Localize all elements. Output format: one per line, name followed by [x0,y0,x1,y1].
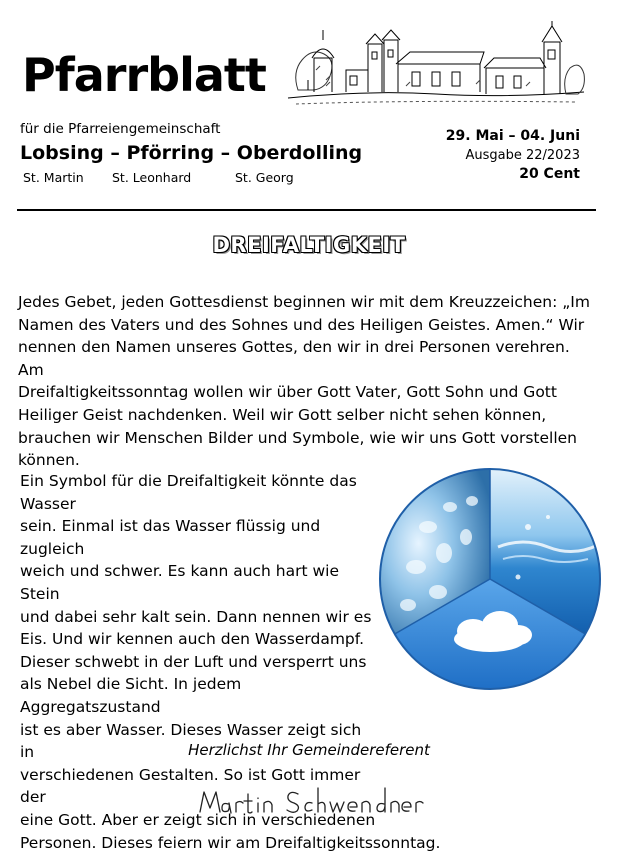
water-states-image [378,467,602,691]
paragraph-line: Heiliger Geist nachdenken. Weil wir Gott selber nicht sehen können, [18,405,547,424]
paragraph-line: als Nebel die Sicht. In jedem Aggregatszustand [20,675,242,716]
paragraph-line: verschiedenen Gestalten. So ist Gott immer der [20,765,361,807]
date-range: 29. Mai – 04. Juni [445,128,580,144]
church-sketch-image [286,20,586,110]
paragraph-line: weich und schwer. Es kann auch hart wie Stein [20,562,340,603]
paragraph-line: Eis. Und wir kennen auch den Wasserdampf. [20,630,365,649]
parish-names: Lobsing – Pförring – Oberdolling [20,142,363,164]
paragraph-line: ist es aber Wasser. Dieses Wasser zeigt sich in [20,720,362,762]
price: 20 Cent [519,166,580,182]
paragraph-line: Ein Symbol für die Dreifaltigkeit könnte das Wasser [20,472,357,513]
saint-martin-label: St. Martin [23,170,84,185]
paragraph-line: Namen des Vaters und des Sohnes und des Heiligen Geistes. Amen.“ Wir [18,315,585,334]
newsletter-title: Pfarrblatt [22,48,266,102]
paragraph-line: sein. Einmal ist das Wasser flüssig und zugleich [20,517,321,558]
paragraph-line: brauchen wir Menschen Bilder und Symbole, wie wir uns Gott vorstellen [18,428,577,447]
header-divider [17,209,596,211]
paragraph-line: nennen den Namen unseres Gottes, den wir in drei Personen verehren. Am [18,338,570,379]
paragraph-line: Dreifaltigkeitssonntag wollen wir über Gott Vater, Gott Sohn und Gott [18,383,557,402]
saint-leonhard-label: St. Leonhard [112,170,192,185]
signature-image [196,782,426,822]
issue-info [446,126,580,184]
paragraph-line: Dieser schwebt in der Luft und versperrt uns [20,652,367,671]
closing-line: Herzlichst Ihr Gemeindereferent [188,741,430,759]
paragraph-1 [18,291,596,472]
issue-number: Ausgabe 22/2023 [465,148,580,163]
paragraph-line: und dabei sehr kalt sein. Dann nennen wir es [20,607,372,626]
paragraph-line: können. [18,451,80,470]
paragraph-line: Jedes Gebet, jeden Gottesdienst beginnen wir mit dem Kreuzzeichen: „Im [18,293,590,311]
saint-georg-label: St. Georg [235,170,294,185]
subtitle: für die Pfarreiengemeinschaft [20,121,221,137]
paragraph-line: Personen. Dieses feiern wir am Dreifaltigkeitssonntag. [20,833,441,852]
paragraph-line: eine Gott. Aber er zeigt sich in verschiedenen [20,810,376,829]
article-heading: DREIFALTIGKEIT [212,233,406,257]
